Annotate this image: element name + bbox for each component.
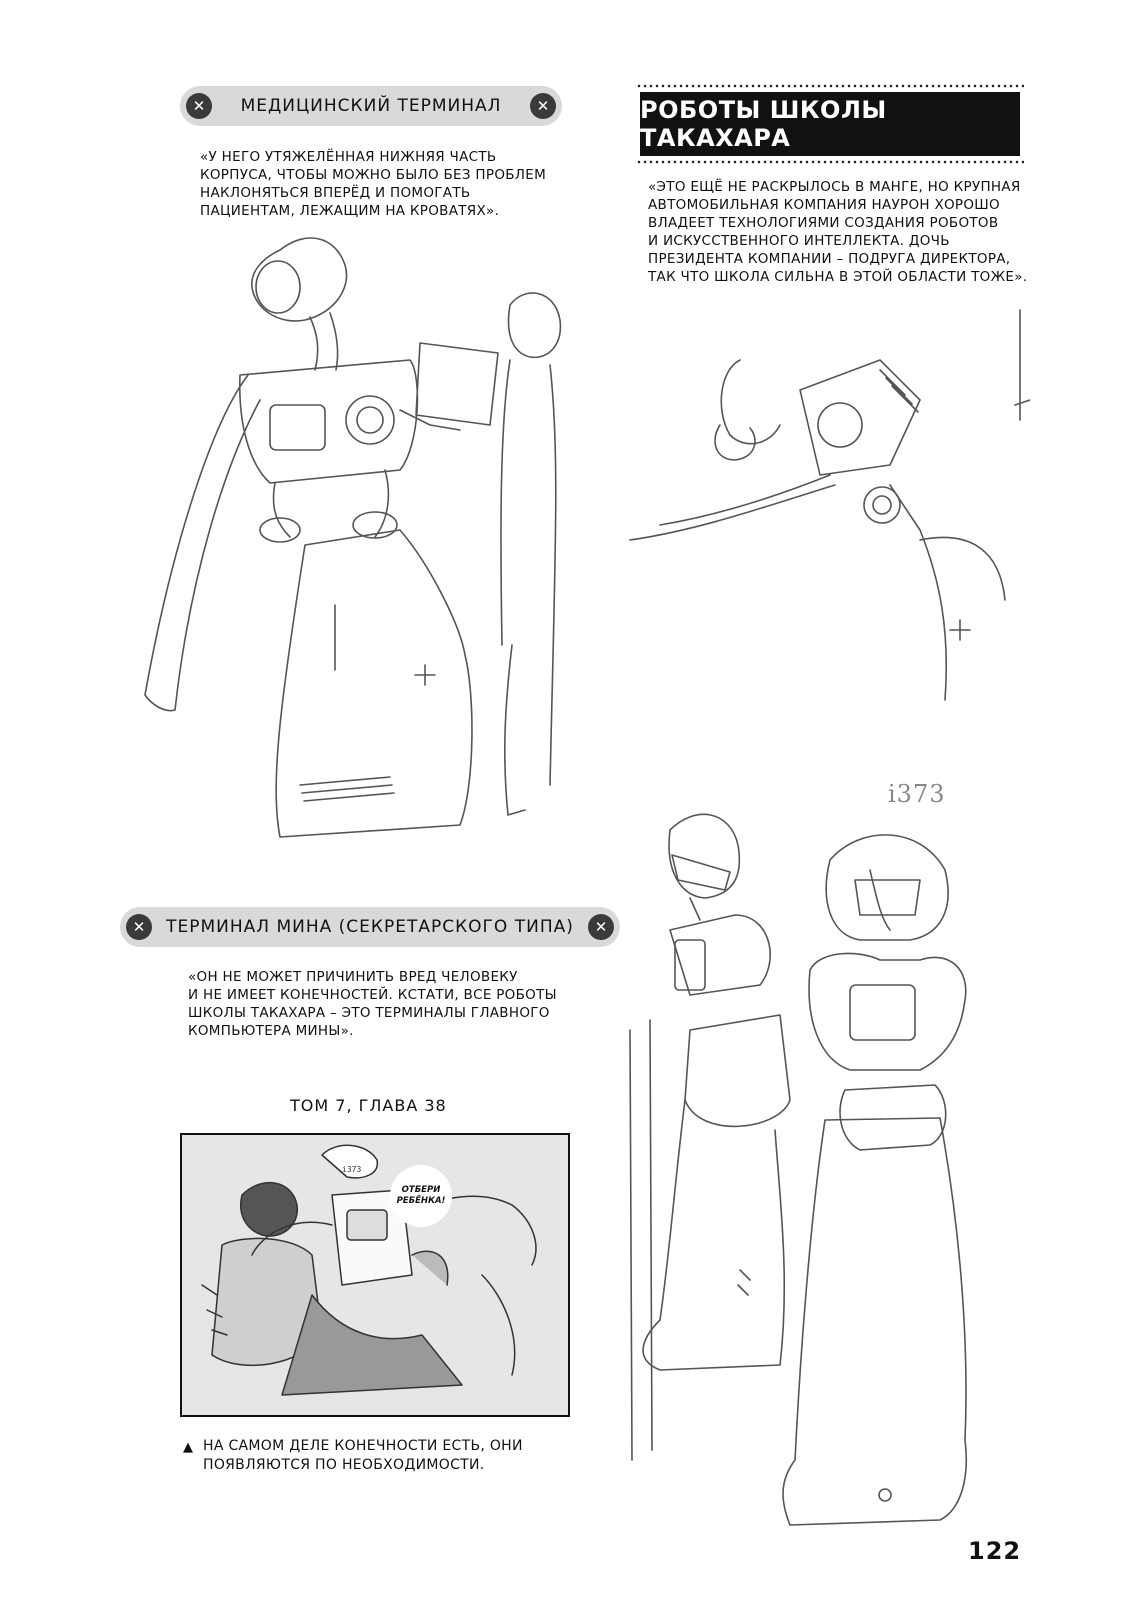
- robot-head-detail-sketch: [620, 300, 1030, 720]
- triangle-up-icon: ▲: [183, 1440, 194, 1455]
- quote-line: АВТОМОБИЛЬНАЯ КОМПАНИЯ НАУРОН ХОРОШО: [648, 197, 1000, 213]
- title-dotted-rule: [636, 160, 1024, 164]
- quote-line: ПРЕЗИДЕНТА КОМПАНИИ – ПОДРУГА ДИРЕКТОРА,: [648, 251, 1011, 267]
- page-title: РОБОТЫ ШКОЛЫ ТАКАХАРА: [640, 92, 1020, 156]
- quote-line: «ЭТО ЕЩЁ НЕ РАСКРЫЛОСЬ В МАНГЕ, НО КРУПНАЯ: [648, 179, 1021, 195]
- medical-terminal-label: МЕДИЦИНСКИЙ ТЕРМИНАЛ: [240, 96, 502, 116]
- page-number: 122: [968, 1537, 1022, 1565]
- quote-line: КОМПЬЮТЕРА МИНЫ».: [188, 1023, 354, 1039]
- caption-line: НА САМОМ ДЕЛЕ КОНЕЧНОСТИ ЕСТЬ, ОНИ: [203, 1438, 523, 1454]
- quote-line: ВЛАДЕЕТ ТЕХНОЛОГИЯМИ СОЗДАНИЯ РОБОТОВ: [648, 215, 999, 231]
- panel-tag: i373: [342, 1165, 362, 1174]
- quote-line: «ОН НЕ МОЖЕТ ПРИЧИНИТЬ ВРЕД ЧЕЛОВЕКУ: [188, 969, 518, 985]
- bubble-line: РЕБЁНКА!: [396, 1196, 446, 1206]
- mina-terminal-label: ТЕРМИНАЛ МИНА (СЕКРЕТАРСКОГО ТИПА): [166, 917, 574, 937]
- sketch-label: i373: [888, 780, 946, 808]
- manga-panel-art: [182, 1135, 570, 1417]
- bubble-line: ОТБЕРИ: [401, 1185, 441, 1195]
- quote-line: И ИСКУССТВЕННОГО ИНТЕЛЛЕКТА. ДОЧЬ: [648, 233, 950, 249]
- x-circle-icon: ✕: [588, 914, 614, 940]
- quote-line: «У НЕГО УТЯЖЕЛЁННАЯ НИЖНЯЯ ЧАСТЬ: [200, 149, 497, 165]
- mina-terminal-quote: [188, 968, 588, 1040]
- x-circle-icon: ✕: [530, 93, 556, 119]
- mina-terminals-sketch: [620, 800, 1020, 1560]
- quote-line: И НЕ ИМЕЕТ КОНЕЧНОСТЕЙ. КСТАТИ, ВСЕ РОБОТЫ: [188, 987, 557, 1003]
- mina-terminal-header: [120, 907, 620, 947]
- x-circle-icon: ✕: [126, 914, 152, 940]
- manga-panel: [180, 1133, 570, 1417]
- title-dotted-rule: [636, 84, 1024, 88]
- medical-terminal-header: [180, 86, 562, 126]
- speech-bubble: [390, 1165, 452, 1227]
- manga-reference-heading: ТОМ 7, ГЛАВА 38: [290, 1096, 447, 1115]
- quote-line: НАКЛОНЯТЬСЯ ВПЕРЁД И ПОМОГАТЬ: [200, 185, 471, 201]
- quote-line: КОРПУСА, ЧТОБЫ МОЖНО БЫЛО БЕЗ ПРОБЛЕМ: [200, 167, 547, 183]
- quote-line: ТАК ЧТО ШКОЛА СИЛЬНА В ЭТОЙ ОБЛАСТИ ТОЖЕ».: [648, 269, 1028, 285]
- medical-terminal-quote: [200, 148, 600, 220]
- x-circle-icon: ✕: [186, 93, 212, 119]
- title-quote: [648, 178, 1028, 286]
- caption-line: ПОЯВЛЯЮТСЯ ПО НЕОБХОДИМОСТИ.: [203, 1457, 485, 1473]
- quote-line: ШКОЛЫ ТАКАХАРА – ЭТО ТЕРМИНАЛЫ ГЛАВНОГО: [188, 1005, 550, 1021]
- manga-caption: [183, 1437, 523, 1475]
- medical-robot-sketch: [130, 225, 610, 845]
- quote-line: ПАЦИЕНТАМ, ЛЕЖАЩИМ НА КРОВАТЯХ».: [200, 203, 500, 219]
